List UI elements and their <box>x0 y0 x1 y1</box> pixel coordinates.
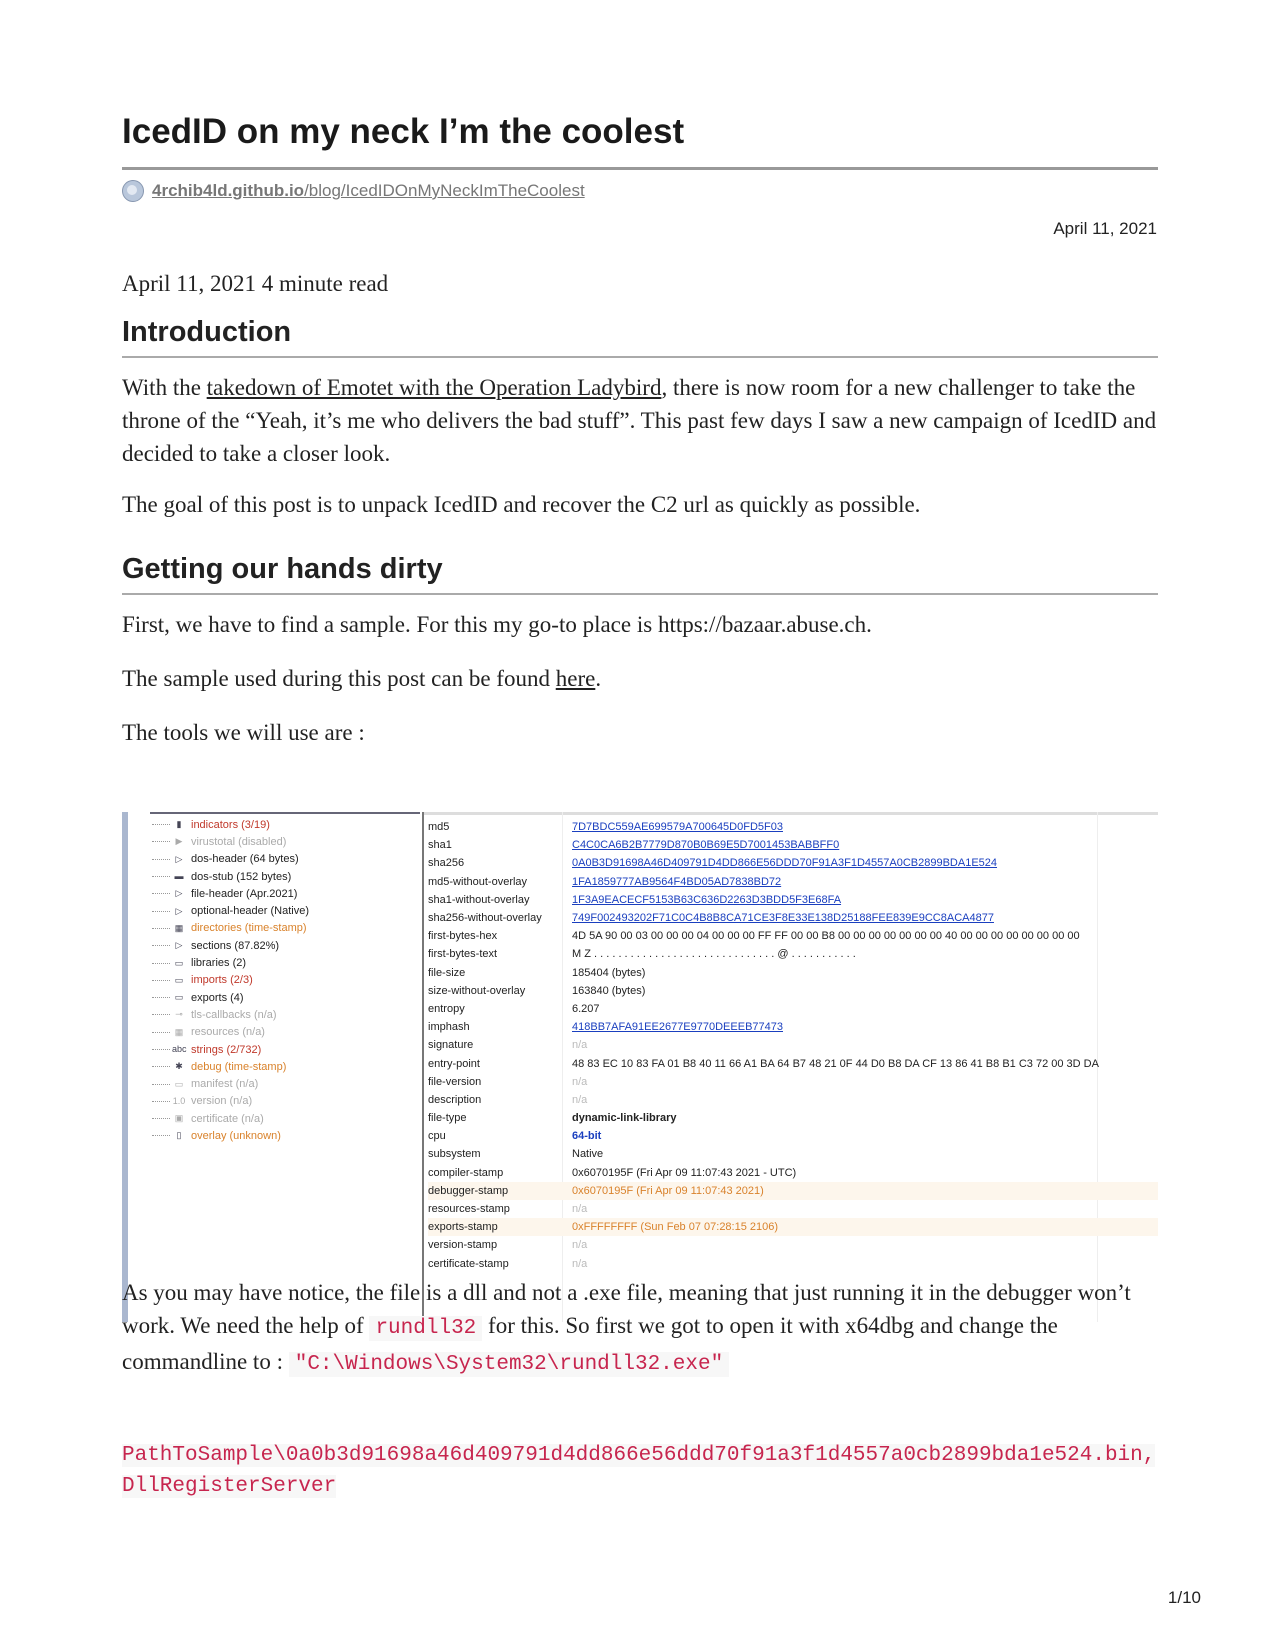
page-title: IcedID on my neck I’m the coolest <box>122 112 685 151</box>
property-value: 0x6070195F (Fri Apr 09 11:07:43 2021) <box>572 1184 764 1197</box>
property-value: 64-bit <box>572 1130 602 1143</box>
tree-item[interactable] <box>152 1110 309 1127</box>
tree-item-label: dos-header (64 bytes) <box>191 853 299 866</box>
tree-item-label: certificate (n/a) <box>191 1112 264 1125</box>
property-name: version-stamp <box>428 1239 498 1252</box>
property-row <box>428 1127 1158 1145</box>
property-value: n/a <box>572 1075 588 1088</box>
property-value: n/a <box>572 1039 588 1052</box>
property-row <box>428 1000 1158 1018</box>
property-value: 4D 5A 90 00 03 00 00 00 04 00 00 00 FF FF 00 00 B8 00 00 00 00 00 00 00 40 00 00 00 00 00 00 00 00 <box>572 930 1080 943</box>
tree-item-label: file-header (Apr.2021) <box>191 887 298 900</box>
bug-icon: ✱ <box>175 1061 183 1072</box>
tree-item-label: strings (2/732) <box>191 1043 262 1056</box>
pane-divider <box>422 812 424 1322</box>
commandline-code <box>122 1440 1202 1502</box>
publish-date: April 11, 2021 <box>1053 219 1157 238</box>
commandline-part-1: PathToSample\0a0b3d91698a46d409791d4dd866e56ddd70f91a3f1d4557a0cb2899bda1e524.bin, <box>122 1444 1156 1467</box>
property-row <box>428 1182 1158 1200</box>
tree-item[interactable] <box>152 1041 309 1058</box>
property-value: 0x6070195F (Fri Apr 09 11:07:43 2021 - UTC) <box>572 1166 797 1179</box>
certificate-icon: ▣ <box>174 1113 184 1124</box>
property-row <box>428 1054 1158 1072</box>
hands-paragraph-3: The tools we will use are : <box>122 720 365 745</box>
property-value: dynamic-link-library <box>572 1112 677 1125</box>
property-name: first-bytes-hex <box>428 930 498 943</box>
property-row <box>428 1200 1158 1218</box>
property-row <box>428 891 1158 909</box>
tree-item[interactable] <box>152 1127 309 1144</box>
property-value: n/a <box>572 1257 588 1270</box>
tree-item-label: dos-stub (152 bytes) <box>191 870 292 883</box>
property-row <box>428 1109 1158 1127</box>
chart-icon: ▮ <box>176 819 182 830</box>
abc-icon: abc <box>172 1044 187 1054</box>
tree-item[interactable] <box>152 1058 309 1075</box>
tree-item-label: indicators (3/19) <box>191 818 270 831</box>
code-rundll32: rundll32 <box>369 1316 482 1341</box>
property-name: entry-point <box>428 1057 480 1070</box>
property-row <box>428 964 1158 982</box>
property-name: md5-without-overlay <box>428 875 528 888</box>
property-name: debugger-stamp <box>428 1184 509 1197</box>
property-value[interactable]: 0A0B3D91698A46D409791D4DD866E56DDD70F91A3F1D4557A0CB2899BDA1E524 <box>572 857 998 870</box>
tree-item[interactable] <box>152 937 309 954</box>
property-value: 163840 (bytes) <box>572 984 646 997</box>
title-divider <box>122 167 1158 170</box>
intro-paragraph-1: With the takedown of Emotet with the Operation Ladybird, there is now room for a new challenger to take the throne of the “Yeah, it’s me who delivers the bad stuff”. This past few days I saw a new campaign of IcedID and decided to take a closer look. <box>122 375 1157 466</box>
property-value[interactable]: 1FA1859777AB9564F4BD05AD7838BD72 <box>572 875 782 888</box>
property-value: n/a <box>572 1203 588 1216</box>
property-row <box>428 945 1158 963</box>
property-name: md5 <box>428 821 450 834</box>
property-name: imphash <box>428 1021 470 1034</box>
property-name: sha256-without-overlay <box>428 912 542 925</box>
property-value: n/a <box>572 1093 588 1106</box>
tree-item-label: directories (time-stamp) <box>191 922 307 935</box>
property-name: sha256 <box>428 857 465 870</box>
source-url[interactable]: 4rchib4ld.github.io/blog/IcedIDOnMyNeckImTheCoolest <box>152 181 585 200</box>
property-row <box>428 818 1158 836</box>
property-value: 185404 (bytes) <box>572 966 646 979</box>
property-name: file-version <box>428 1075 482 1088</box>
property-name: file-type <box>428 1112 467 1125</box>
property-name: certificate-stamp <box>428 1257 509 1270</box>
hands-paragraph-1: First, we have to find a sample. For this my go-to place is https://bazaar.abuse.ch. <box>122 612 872 637</box>
property-name: compiler-stamp <box>428 1166 504 1179</box>
property-row <box>428 927 1158 945</box>
page-number: 1/10 <box>1167 1588 1201 1607</box>
property-row <box>428 1255 1158 1273</box>
property-value[interactable]: C4C0CA6B2B7779D870B0B69E5D7001453BABBFF0 <box>572 839 840 852</box>
tree-item[interactable] <box>152 989 309 1006</box>
tree-item-label: imports (2/3) <box>191 974 253 987</box>
tree-item[interactable] <box>152 1006 309 1023</box>
property-value: n/a <box>572 1239 588 1252</box>
triangle-icon: ▷ <box>175 888 183 899</box>
pestudio-screenshot <box>122 812 1158 1322</box>
tree-item-label: libraries (2) <box>191 957 247 970</box>
property-row <box>428 909 1158 927</box>
tree-item-label: overlay (unknown) <box>191 1129 281 1142</box>
post-meta: April 11, 2021 4 minute read <box>122 271 389 296</box>
triangle-icon: ▷ <box>175 940 183 951</box>
property-row <box>428 1018 1158 1036</box>
tree-item-label: resources (n/a) <box>191 1026 265 1039</box>
sample-link[interactable]: here <box>555 666 596 691</box>
property-value[interactable]: 418BB7AFA91EE2677E9770DEEEB77473 <box>572 1021 783 1034</box>
property-value: 0xFFFFFFFF (Sun Feb 07 07:28:15 2106) <box>572 1221 779 1234</box>
property-row <box>428 1164 1158 1182</box>
tree-item[interactable] <box>152 972 309 989</box>
tree-item[interactable] <box>152 902 309 919</box>
version-icon: 1.0 <box>172 1095 186 1106</box>
property-value[interactable]: 7D7BDC559AE699579A700645D0FD5F03 <box>572 821 783 834</box>
heading-divider <box>122 593 1158 595</box>
property-name: size-without-overlay <box>428 984 526 997</box>
file-icon: ▯ <box>176 1130 182 1141</box>
heading-introduction: Introduction <box>122 316 292 348</box>
tree-item[interactable] <box>152 816 309 833</box>
property-value: 48 83 EC 10 83 FA 01 B8 40 11 66 A1 BA 64 B7 48 21 0F 44 D0 B8 DA CF 13 86 41 B8 B1 C3 72 00 3D DA <box>572 1057 1099 1070</box>
box-icon: ▭ <box>174 957 184 968</box>
tree-item[interactable] <box>152 885 309 902</box>
tree-item-label: version (n/a) <box>191 1095 253 1108</box>
tree-item[interactable] <box>152 1093 309 1110</box>
property-name: description <box>428 1093 482 1106</box>
property-row <box>428 1091 1158 1109</box>
tree-view <box>152 816 309 1145</box>
source-link[interactable] <box>122 180 585 202</box>
box-icon: ▭ <box>174 974 184 985</box>
property-name: sha1 <box>428 839 452 852</box>
tree-item[interactable] <box>152 1075 309 1092</box>
tree-item-label: virustotal (disabled) <box>191 835 287 848</box>
property-row <box>428 1073 1158 1091</box>
tree-item-label: sections (87.82%) <box>191 939 280 952</box>
console-icon: ▬ <box>174 871 184 882</box>
tree-item-label: exports (4) <box>191 991 244 1004</box>
property-row <box>428 982 1158 1000</box>
property-name: resources-stamp <box>428 1203 510 1216</box>
property-name: first-bytes-text <box>428 948 498 961</box>
property-name: signature <box>428 1039 474 1052</box>
tree-item[interactable] <box>152 954 309 971</box>
property-name: subsystem <box>428 1148 481 1161</box>
tree-item[interactable] <box>152 851 309 868</box>
property-row <box>428 1036 1158 1054</box>
property-row <box>428 1145 1158 1163</box>
property-value[interactable]: 749F002493202F71C0C4B8B8CA71CE3F8E33E138D25188FEE839E9CC8ACA4877 <box>572 912 994 925</box>
tree-item[interactable] <box>152 868 309 885</box>
arrow-icon: ▶ <box>175 836 183 847</box>
hands-paragraph-2: The sample used during this post can be found here. <box>122 666 602 691</box>
box-icon: ▭ <box>174 992 184 1003</box>
property-row <box>428 854 1158 872</box>
triangle-icon: ▷ <box>175 853 183 864</box>
properties-table <box>428 818 1158 1273</box>
heading-hands-dirty: Getting our hands dirty <box>122 553 443 585</box>
property-row <box>428 1218 1158 1236</box>
triangle-icon: ▷ <box>175 905 183 916</box>
tree-item-label: manifest (n/a) <box>191 1078 259 1091</box>
tree-item-label: optional-header (Native) <box>191 905 310 918</box>
property-value[interactable]: 1F3A9EACECF5153B63C636D2263D3BDD5F3E68FA <box>572 893 842 906</box>
grid-icon: ▦ <box>174 922 184 933</box>
grid-icon: ▦ <box>174 1026 184 1037</box>
link-icon: ⊸ <box>175 1009 183 1020</box>
property-value: Native <box>572 1148 604 1161</box>
emotet-takedown-link[interactable]: takedown of Emotet with the Operation Ladybird <box>206 375 662 400</box>
tree-item[interactable] <box>152 920 309 937</box>
property-row <box>428 836 1158 854</box>
box-icon: ▭ <box>174 1078 184 1089</box>
property-name: file-size <box>428 966 466 979</box>
property-name: sha1-without-overlay <box>428 893 530 906</box>
tree-item[interactable] <box>152 1024 309 1041</box>
tree-item-label: debug (time-stamp) <box>191 1060 287 1073</box>
property-value: 6.207 <box>572 1002 600 1015</box>
property-row <box>428 873 1158 891</box>
intro-paragraph-2: The goal of this post is to unpack IcedID and recover the C2 url as quickly as possible. <box>122 492 921 517</box>
code-rundll32-path: "C:\Windows\System32\rundll32.exe" <box>289 1352 729 1377</box>
property-row <box>428 1236 1158 1254</box>
property-name: cpu <box>428 1130 446 1143</box>
property-name: entropy <box>428 1002 465 1015</box>
tree-item-label: tls-callbacks (n/a) <box>191 1008 277 1021</box>
globe-icon <box>122 180 144 202</box>
after-paragraph: As you may have notice, the file is a dll and not a .exe file, meaning that just running it in the debugger won’t work. We need the help of rundll32 for this. So first we got to open it with x64dbg and change the commandline to : "C:\Windows\System32\rundll32.exe" <box>122 1280 1131 1376</box>
property-name: exports-stamp <box>428 1221 498 1234</box>
commandline-part-2: DllRegisterServer <box>122 1475 337 1498</box>
heading-divider <box>122 356 1158 358</box>
property-value: M Z . . . . . . . . . . . . . . . . . . . . . . . . . . . . . . @ . . . . . . . . . . . <box>572 948 856 961</box>
tree-item[interactable] <box>152 833 309 850</box>
